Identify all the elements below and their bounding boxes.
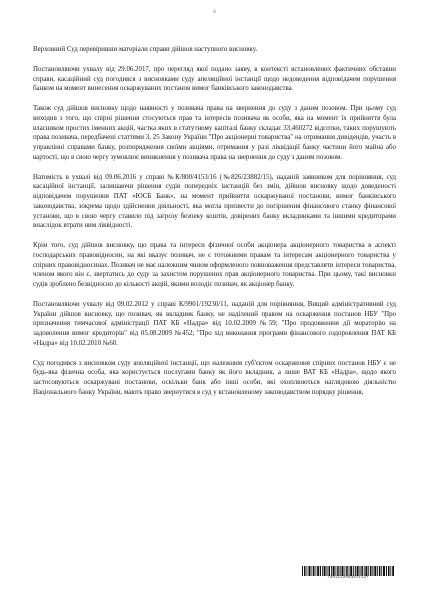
paragraph-5: Крім того, суд дійшов висновку, що права та інтереси фізичної особи акціонера акціонерного товариства в аспекті господарських правовідносин, на які вказує позивач, не є тотожними правам та інтересам акціонерного товариства у спірних правовідносинах. Позивач не має належним чином оформленого повноваження представляти інтереси товариства, членом якого він є, звертатись до суду за захистом порушених прав акціонерного товариства. При цьому, такі висновки судів зроблено безвідносно до кількості акцій, якими володіє позивач, як акціонер банку. xyxy=(33,242,396,288)
paragraph-7: Суд погодився з висновком суду апеляційної інстанції, що належним суб'єктом оскарження спірних постанов НБУ є не будь-яка фізична особа, яка користується послугами банку як його вкладник, а лише ВАТ КБ «Надра», щодо якого застосовуються оскаржувані постанови, оскільки банк або інші особи, які охоплюються наглядовою діяльністю Національного банку України, мають право звернутися в суд у встановленому законодавством порядку рішення, xyxy=(33,359,396,396)
barcode-graphic xyxy=(302,566,394,576)
paragraph-6: Постановляючи ухвалу від 09.02.2012 у справі К/9901/19230/11, наданій для порівняння, Вищий адміністративний суд України дійшов висновку, що позивач, як вкладник банку, не наділений правом на оскарження постанов НБУ "Про призначення тимчасової адміністрації ПАТ КБ «Надра» від 10.02.2009 №59; "Про продовження дії мораторію на задоволення вимог кредиторів" від 05.08.2009 №452; "Про хід виконання програми фінансового оздоровлення ПАТ КБ «Надра» від 10.02.2010 №60. xyxy=(33,300,396,347)
barcode-number: *30112208361112* xyxy=(327,576,369,580)
paragraph-2: Постановляючи ухвалу від 29.06.2017, про перегляд якої подано заяву, в контексті встановлених фактичних обставин справи, касаційний суд погодився з висновками суду апеляційної інстанції щодо недоведення відповідачем порушення банком на момент винесення оскаржуваних постанов вимог банківського законодавства. xyxy=(33,65,396,93)
paragraph-4: Натомість в ухвалі від 09.06.2016 у справі №К/800/4153/16 (№826/23882/15), наданій заявником для порівняння, суд касаційної інстанції, залишаючи рішення судів попередніх інстанцій без змін, дійшов висновку щодо доведеності відповідачем порушення ПАТ «ЮСБ Банк», на момент прийняття оскаржуваної постанови, вимог банківського законодавства, зокрема щодо здійснення діяльності, яка могла призвести до погіршення фінансового станку фінансової установи, що в свою чергу ставило під загрозу безпеку коштів, довірених банку вкладниками та іншими кредиторами внаслідок втрати ним ліквідності. xyxy=(33,173,396,230)
barcode xyxy=(302,566,394,581)
paragraph-3: Також суд дійшов висновку щодо наявності у позивача права на звернення до суду з даним позовом. При цьому суд виходив з того, що спірні рішення стосуються прав та інтересів позивача як особи, яка на момент їх прийняття була власником простих іменних акцій, частка яких в статутному капіталі банку складає 33,460272 відсотки, таких порушують права позивача, передбачені статтями 3, 25 Закону України "Про акціонерні товариства" на отримання дивідендів, участь в управлінні справами банку, розпорядження своїми акціями, отримання у разі ліквідації банку частини його майна або вартості, що в свою чергу зумовлює виникнення у позивача права на звернення до суду з даним позовом. xyxy=(33,105,396,161)
paragraph-1: Верховний Суд перевіривши матеріали справи дійшов наступного висновку. xyxy=(33,46,258,53)
page-number: 6 xyxy=(213,10,216,15)
